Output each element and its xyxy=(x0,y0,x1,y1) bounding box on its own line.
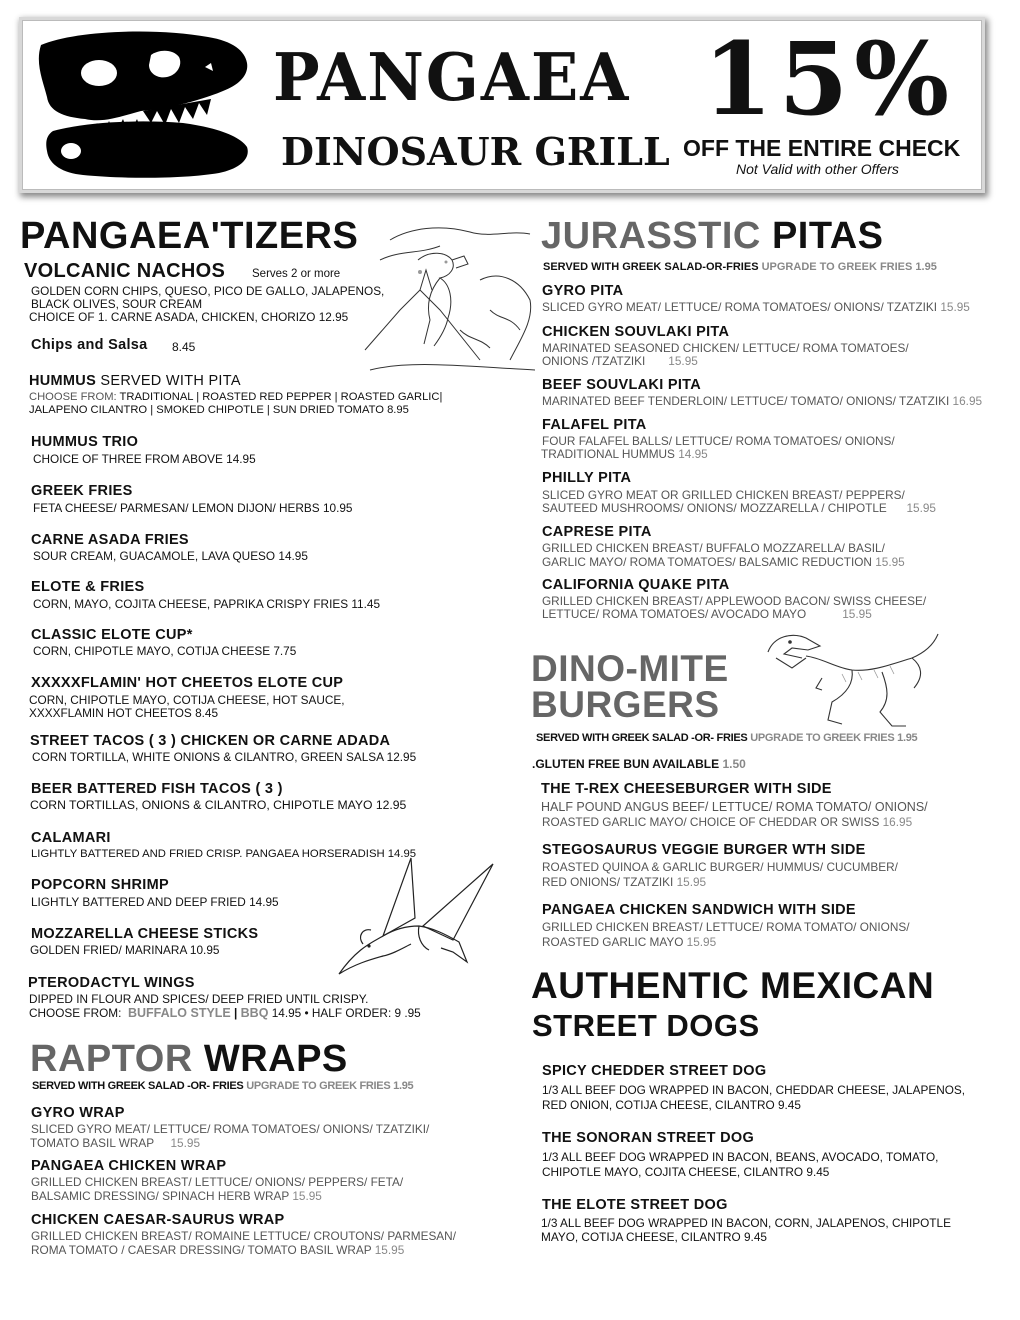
philly-desc-2 xyxy=(542,501,936,515)
gyro-pita-price: 15.95 xyxy=(940,300,970,314)
falafel-desc-2 xyxy=(541,447,708,461)
item-name-chicken-souvlaki: CHICKEN SOUVLAKI PITA xyxy=(542,324,730,340)
gyro-pita-desc xyxy=(542,300,970,314)
nachos-serves: Serves 2 or more xyxy=(252,268,341,280)
stego-price: 15.95 xyxy=(676,875,707,889)
item-name-elote-dog: THE ELOTE STREET DOG xyxy=(542,1197,728,1213)
caprese-price: 15.95 xyxy=(875,555,905,569)
hummus-name: HUMMUS xyxy=(29,373,97,389)
caprese-desc-1: GRILLED CHICKEN BREAST/ BUFFALO MOZZARELLA/ BASIL/ xyxy=(542,541,885,555)
item-name-fish-tacos: BEER BATTERED FISH TACOS ( 3 ) xyxy=(31,781,283,797)
gyro-wrap-desc-2 xyxy=(30,1136,200,1150)
elote-cup-desc: CORN, CHIPOTLE MAYO, COTIJA CHEESE 7.75 xyxy=(33,644,297,658)
wings-choose-label: CHOOSE FROM: xyxy=(29,1006,122,1020)
caesar-wrap-desc-1: GRILLED CHICKEN BREAST/ ROMAINE LETTUCE/ CROUTONS/ PARMESAN/ xyxy=(31,1229,456,1243)
hummus-desc-2: JALAPENO CILANTRO | SMOKED CHIPOTLE | SUN DRIED TOMATO 8.95 xyxy=(29,404,409,416)
trex-desc-2 xyxy=(542,815,912,829)
section-title-dogs-1: AUTHENTIC MEXICAN xyxy=(531,965,935,1006)
wraps-title-a: RAPTOR xyxy=(30,1038,193,1080)
pitas-upgrade: UPGRADE TO GREEK FRIES 1.95 xyxy=(761,261,937,273)
item-name-nachos: VOLCANIC NACHOS xyxy=(24,260,226,282)
item-name-hummus xyxy=(29,373,241,389)
item-name-flamin-cup: XXXXXFLAMIN' HOT CHEETOS ELOTE CUP xyxy=(31,675,344,691)
flamin-desc-2: XXXXFLAMIN HOT CHEETOS 8.45 xyxy=(29,706,219,720)
burgers-sub: SERVED WITH GREEK SALAD -OR- FRIES xyxy=(536,732,748,744)
pitas-title-a: JURASSTIC xyxy=(541,215,761,257)
chicken-wrap-price: 15.95 xyxy=(292,1189,322,1203)
item-name-chicken-sandwich: PANGAEA CHICKEN SANDWICH WITH SIDE xyxy=(542,902,856,918)
chicken-souvlaki-price: 15.95 xyxy=(668,354,698,368)
section-title-burgers xyxy=(531,648,729,725)
discount-text: OFF THE ENTIRE CHECK xyxy=(683,135,961,161)
philly-desc-1: SLICED GYRO MEAT OR GRILLED CHICKEN BREAST/ PEPPERS/ xyxy=(542,488,905,502)
wraps-title-b: WRAPS xyxy=(203,1038,348,1080)
item-name-chicken-wrap: PANGAEA CHICKEN WRAP xyxy=(31,1158,227,1174)
wraps-upgrade: UPGRADE TO GREEK FRIES 1.95 xyxy=(246,1080,414,1092)
hummus-choose-label: CHOOSE FROM: xyxy=(29,391,117,403)
sonoran-dog-desc-1: 1/3 ALL BEEF DOG WRAPPED IN BACON, BEANS, AVOCADO, TOMATO, xyxy=(542,1150,939,1164)
trex-skull-logo xyxy=(33,27,253,182)
item-name-caprese-pita: CAPRESE PITA xyxy=(542,524,652,540)
wings-desc-1: DIPPED IN FLOUR AND SPICES/ DEEP FRIED UNTIL CRISPY. xyxy=(29,992,369,1006)
chicken-sandwich-desc-1: GRILLED CHICKEN BREAST/ LETTUCE/ ROMA TOMATO/ ONIONS/ xyxy=(542,920,910,934)
fish-tacos-desc: CORN TORTILLAS, ONIONS & CILANTRO, CHIPOTLE MAYO 12.95 xyxy=(30,798,407,812)
pitas-sub: SERVED WITH GREEK SALAD-OR-FRIES xyxy=(543,261,759,273)
item-name-caesar-wrap: CHICKEN CAESAR-SAURUS WRAP xyxy=(31,1212,285,1228)
item-name-sonoran-dog: THE SONORAN STREET DOG xyxy=(542,1130,755,1146)
trex-desc-text: ROASTED GARLIC MAYO/ CHOICE OF CHEDDAR OR SWISS xyxy=(542,815,880,829)
quake-desc-2 xyxy=(542,607,872,621)
gluten-free-text: .GLUTEN FREE BUN AVAILABLE xyxy=(532,757,720,771)
quake-desc-1: GRILLED CHICKEN BREAST/ APPLEWOOD BACON/ SWISS CHEESE/ xyxy=(542,594,927,608)
item-name-popcorn-shrimp: POPCORN SHRIMP xyxy=(31,877,169,893)
gyro-wrap-desc-text: TOMATO BASIL WRAP xyxy=(30,1136,155,1150)
elote-dog-desc-1: 1/3 ALL BEEF DOG WRAPPED IN BACON, CORN, JALAPENOS, CHIPOTLE xyxy=(541,1216,951,1230)
item-name-stego-burger: STEGOSAURUS VEGGIE BURGER WTH SIDE xyxy=(542,842,866,858)
section-title-pitas xyxy=(541,217,884,255)
elote-fries-desc: CORN, MAYO, COJITA CHEESE, PAPRIKA CRISPY FRIES 11.45 xyxy=(33,597,381,611)
quake-price: 15.95 xyxy=(842,607,872,621)
flamin-desc-1: CORN, CHIPOTLE MAYO, COTIJA CHEESE, HOT SAUCE, xyxy=(29,693,345,707)
wings-price: 14.95 • HALF ORDER: 9 .95 xyxy=(271,1006,421,1020)
nachos-desc-3: CHOICE OF 1. CARNE ASADA, CHICKEN, CHORIZO 12.95 xyxy=(29,310,349,324)
beef-souvlaki-desc-text: MARINATED BEEF TENDERLOIN/ LETTUCE/ TOMATO/ ONIONS/ TZATZIKI xyxy=(542,394,950,408)
gluten-free-price: 1.50 xyxy=(722,757,746,771)
chips-price: 8.45 xyxy=(172,340,196,354)
chicken-wrap-desc-text: BALSAMIC DRESSING/ SPINACH HERB WRAP xyxy=(31,1189,290,1203)
burgers-served-with xyxy=(536,732,917,744)
item-name-spicy-dog: SPICY CHEDDER STREET DOG xyxy=(542,1063,767,1079)
brand-name: PANGAEA xyxy=(273,39,631,116)
chicken-souvlaki-desc-text: ONIONS /TZATZIKI xyxy=(542,354,646,368)
wraps-sub: SERVED WITH GREEK SALAD -OR- FRIES xyxy=(32,1080,244,1092)
chicken-souvlaki-desc-2 xyxy=(542,354,698,368)
greek-fries-desc: FETA CHEESE/ PARMESAN/ LEMON DIJON/ HERBS 10.95 xyxy=(33,501,353,515)
pterodactyl-illustration xyxy=(333,856,495,984)
item-name-beef-souvlaki: BEEF SOUVLAKI PITA xyxy=(542,377,702,393)
section-title-appetizers: PANGAEA'TIZERS xyxy=(20,215,359,257)
street-tacos-desc: CORN TORTILLA, WHITE ONIONS & CILANTRO, GREEN SALSA 12.95 xyxy=(32,750,417,764)
burgers-title-2: BURGERS xyxy=(531,684,720,725)
item-name-quake-pita: CALIFORNIA QUAKE PITA xyxy=(542,577,730,593)
caprese-desc-text: GARLIC MAYO/ ROMA TOMATOES/ BALSAMIC REDUCTION xyxy=(542,555,872,569)
chicken-sandwich-price: 15.95 xyxy=(686,935,717,949)
item-name-philly-pita: PHILLY PITA xyxy=(542,470,632,486)
burgers-upgrade: UPGRADE TO GREEK FRIES 1.95 xyxy=(750,732,918,744)
brand-subtitle: DINOSAUR GRILL xyxy=(281,129,670,174)
sonoran-dog-desc-2: CHIPOTLE MAYO, COJITA CHEESE, CILANTRO 9.45 xyxy=(542,1165,830,1179)
hummus-served: SERVED WITH PITA xyxy=(100,373,241,389)
item-name-wings: PTERODACTYL WINGS xyxy=(28,975,195,991)
item-name-greek-fries: GREEK FRIES xyxy=(31,483,133,499)
caesar-wrap-price: 15.95 xyxy=(374,1243,405,1257)
quake-desc-text: LETTUCE/ ROMA TOMATOES/ AVOCADO MAYO xyxy=(542,607,807,621)
item-name-street-tacos: STREET TACOS ( 3 ) CHICKEN OR CARNE ADADA xyxy=(30,733,391,749)
gyro-wrap-desc-1: SLICED GYRO MEAT/ LETTUCE/ ROMA TOMATOES/ ONIONS/ TZATZIKI/ xyxy=(31,1122,430,1136)
wings-separator: | xyxy=(234,1006,238,1020)
trex-running-illustration xyxy=(762,628,942,732)
item-name-gyro-wrap: GYRO WRAP xyxy=(31,1105,125,1121)
burgers-title-1: DINO-MITE xyxy=(531,648,729,689)
wings-option-bbq: BBQ xyxy=(240,1006,269,1020)
wings-desc-2 xyxy=(29,1006,421,1020)
philly-price: 15.95 xyxy=(906,501,936,515)
philly-desc-text: SAUTEED MUSHROOMS/ ONIONS/ MOZZARELLA / CHIPOTLE xyxy=(542,501,887,515)
trex-volcano-illustration xyxy=(360,220,538,378)
item-name-falafel-pita: FALAFEL PITA xyxy=(542,417,647,433)
pitas-title-b: PITAS xyxy=(771,215,884,257)
carne-fries-desc: SOUR CREAM, GUACAMOLE, LAVA QUESO 14.95 xyxy=(33,549,308,563)
chicken-wrap-desc-1: GRILLED CHICKEN BREAST/ LETTUCE/ ONIONS/ PEPPERS/ FETA/ xyxy=(31,1175,404,1189)
falafel-desc-text: TRADITIONAL HUMMUS xyxy=(541,447,675,461)
stego-desc-2 xyxy=(542,875,706,889)
beef-souvlaki-desc xyxy=(542,394,982,408)
trex-desc-1: HALF POUND ANGUS BEEF/ LETTUCE/ ROMA TOMATO/ ONIONS/ xyxy=(541,800,928,814)
item-name-gyro-pita: GYRO PITA xyxy=(542,283,624,299)
stego-desc-text: RED ONIONS/ TZATZIKI xyxy=(542,875,674,889)
item-name-elote-fries: ELOTE & FRIES xyxy=(31,579,145,595)
chicken-sandwich-desc-2 xyxy=(542,935,716,949)
popcorn-shrimp-desc: LIGHTLY BATTERED AND DEEP FRIED 14.95 xyxy=(31,895,279,909)
discount-note: Not Valid with other Offers xyxy=(736,161,899,177)
item-name-calamari: CALAMARI xyxy=(31,830,111,846)
stego-desc-1: ROASTED QUINOA & GARLIC BURGER/ HUMMUS/ CUCUMBER/ xyxy=(542,860,898,874)
caesar-wrap-desc-text: ROMA TOMATO / CAESAR DRESSING/ TOMATO BASIL WRAP xyxy=(31,1243,372,1257)
spicy-dog-desc-2: RED ONION, COTIJA CHEESE, CILANTRO 9.45 xyxy=(542,1098,801,1112)
trex-price: 16.95 xyxy=(882,815,913,829)
item-name-mozzarella: MOZZARELLA CHEESE STICKS xyxy=(31,926,259,942)
chicken-sandwich-desc-text: ROASTED GARLIC MAYO xyxy=(542,935,684,949)
calamari-desc: LIGHTLY BATTERED AND FRIED CRISP. PANGAEA HORSERADISH 14.95 xyxy=(31,848,417,860)
mozzarella-desc: GOLDEN FRIED/ MARINARA 10.95 xyxy=(30,943,220,957)
chicken-souvlaki-desc-1: MARINATED SEASONED CHICKEN/ LETTUCE/ ROMA TOMATOES/ xyxy=(542,341,909,355)
nachos-desc-1: GOLDEN CORN CHIPS, QUESO, PICO DE GALLO, JALAPENOS, xyxy=(31,284,385,298)
gluten-free-note xyxy=(532,757,746,771)
item-name-elote-cup: CLASSIC ELOTE CUP* xyxy=(31,627,193,643)
falafel-price: 14.95 xyxy=(678,447,708,461)
discount-percent: 15% xyxy=(703,20,956,138)
item-name-trex-burger: THE T-REX CHEESEBURGER WITH SIDE xyxy=(541,781,832,797)
nachos-desc-2: BLACK OLIVES, SOUR CREAM xyxy=(31,297,203,311)
wraps-served-with xyxy=(32,1080,413,1092)
spicy-dog-desc-1: 1/3 ALL BEEF DOG WRAPPED IN BACON, CHEDDAR CHEESE, JALAPENOS, xyxy=(542,1083,966,1097)
section-title-wraps xyxy=(30,1040,348,1078)
section-title-dogs-2: STREET DOGS xyxy=(532,1008,760,1043)
chicken-wrap-desc-2 xyxy=(31,1189,322,1203)
wings-option-buffalo: BUFFALO STYLE xyxy=(127,1006,231,1020)
item-name-chips: Chips and Salsa xyxy=(31,337,148,353)
item-name-carne-fries: CARNE ASADA FRIES xyxy=(31,532,189,548)
hummus-desc-1 xyxy=(29,390,442,404)
elote-dog-desc-2: MAYO, COTIJA CHEESE, CILANTRO 9.45 xyxy=(541,1230,767,1244)
pitas-served-with xyxy=(543,261,937,273)
promo-banner xyxy=(22,20,982,190)
caprese-desc-2 xyxy=(542,555,905,569)
falafel-desc-1: FOUR FALAFEL BALLS/ LETTUCE/ ROMA TOMATOES/ ONIONS/ xyxy=(542,434,895,448)
gyro-wrap-price: 15.95 xyxy=(170,1136,201,1150)
hummus-trio-desc: CHOICE OF THREE FROM ABOVE 14.95 xyxy=(33,452,256,466)
gyro-pita-desc-text: SLICED GYRO MEAT/ LETTUCE/ ROMA TOMATOES/ ONIONS/ TZATZIKI xyxy=(542,300,938,314)
hummus-options-1: TRADITIONAL | ROASTED RED PEPPER | ROASTED GARLIC| xyxy=(119,391,443,403)
item-name-hummus-trio: HUMMUS TRIO xyxy=(31,434,139,450)
caesar-wrap-desc-2 xyxy=(31,1243,404,1257)
beef-souvlaki-price: 16.95 xyxy=(952,394,983,408)
